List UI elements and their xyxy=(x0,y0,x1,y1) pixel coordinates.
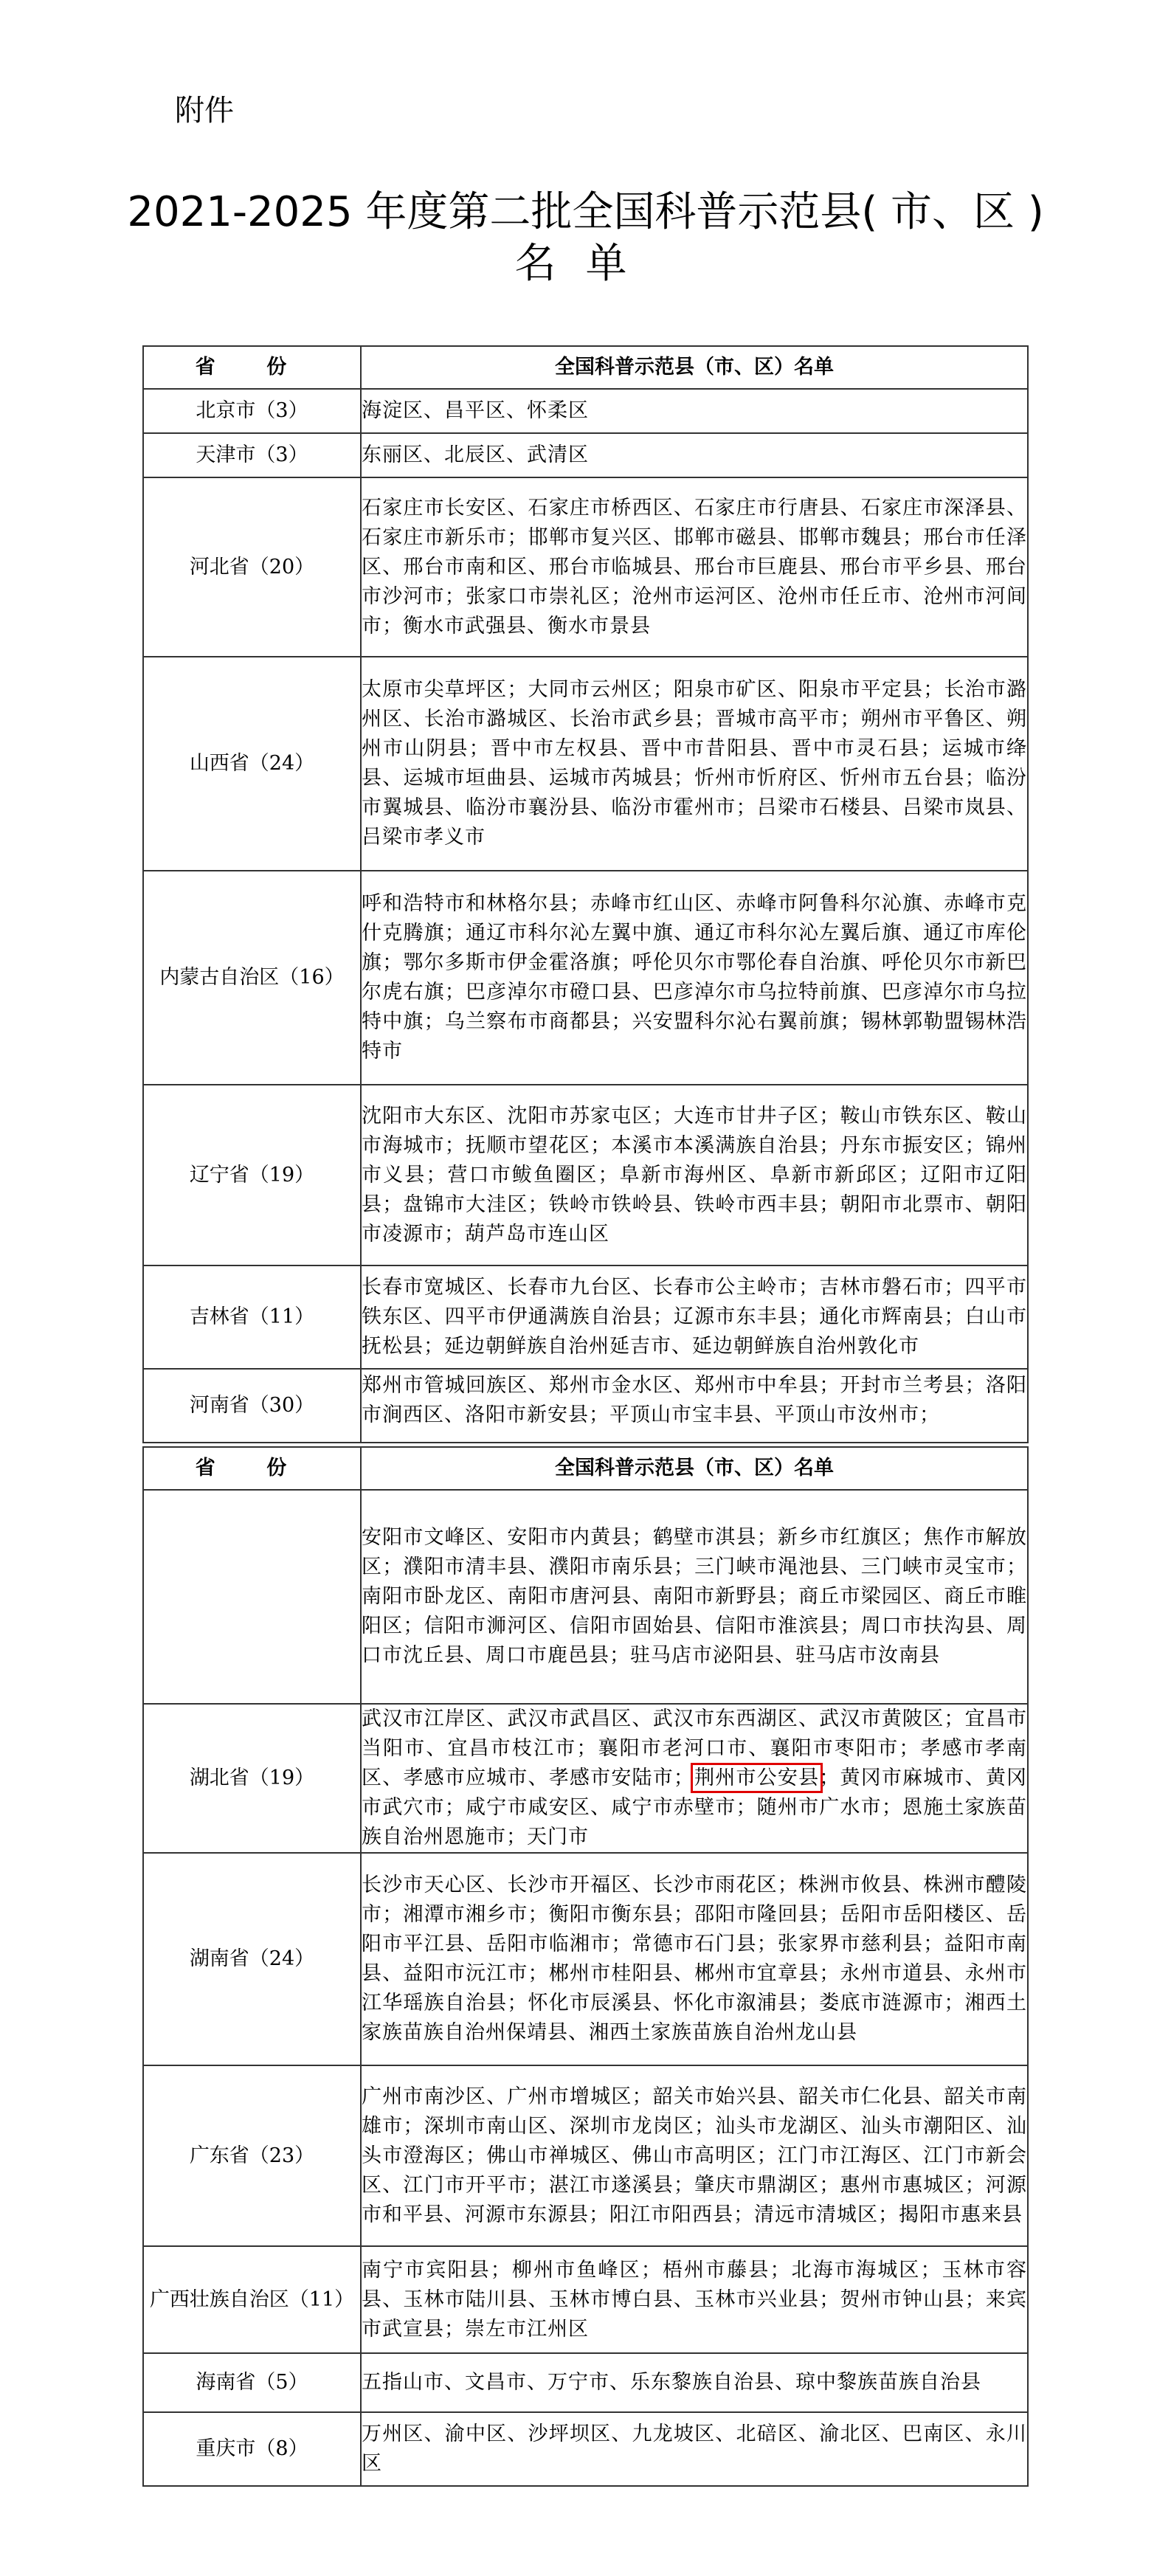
county-list-cell: 海淀区、昌平区、怀柔区 xyxy=(361,389,1028,433)
county-list-text: 郑州市管城回族区、郑州市金水区、郑州市中牟县；开封市兰考县；洛阳市涧西区、洛阳市新安县；平顶山市宝丰县、平顶山市汝州市； xyxy=(362,1374,1027,1426)
county-list-cell xyxy=(361,1704,1028,1853)
header-county-list: 全国科普示范县（市、区）名单 xyxy=(361,1447,1028,1490)
table-row xyxy=(143,477,1028,657)
highlighted-county: 荆州市公安县 xyxy=(694,1767,820,1789)
province-cell: 湖北省（19） xyxy=(143,1704,361,1853)
county-list-cell: 五指山市、文昌市、万宁市、乐东黎族自治县、琼中黎族苗族自治县 xyxy=(361,2353,1028,2412)
table-row xyxy=(143,1490,1028,1704)
table-row xyxy=(143,1704,1028,1853)
province-cell: 河北省（20） xyxy=(143,477,361,657)
document-subtitle: 名单 xyxy=(514,240,657,288)
county-list-cell xyxy=(361,1369,1028,1443)
table-header-row xyxy=(143,346,1028,389)
header-province: 省 份 xyxy=(143,346,361,389)
table-row xyxy=(143,433,1028,477)
county-list-cell: 万州区、渝中区、沙坪坝区、九龙坡区、北碚区、渝北区、巴南区、永川区 xyxy=(361,2412,1028,2486)
table-row xyxy=(143,1853,1028,2065)
county-list-cell: 沈阳市大东区、沈阳市苏家屯区；大连市甘井子区；鞍山市铁东区、鞍山市海城市；抚顺市望花区；本溪市本溪满族自治县；丹东市振安区；锦州市义县；营口市鲅鱼圈区；阜新市海州区、阜新市新邱区；辽阳市辽阳县；盘锦市大洼区；铁岭市铁岭县、铁岭市西丰县；朝阳市北票市、朝阳市凌源市；葫芦岛市连山区 xyxy=(361,1085,1028,1265)
county-list-cell: 安阳市文峰区、安阳市内黄县；鹤壁市淇县；新乡市红旗区；焦作市解放区；濮阳市清丰县、濮阳市南乐县；三门峡市渑池县、三门峡市灵宝市；南阳市卧龙区、南阳市唐河县、南阳市新野县；商丘市梁园区、商丘市睢阳区；信阳市浉河区、信阳市固始县、信阳市淮滨县；周口市扶沟县、周口市沈丘县、周口市鹿邑县；驻马店市泌阳县、驻马店市汝南县 xyxy=(361,1490,1028,1704)
province-cell: 广东省（23） xyxy=(143,2065,361,2246)
document-title: 2021-2025 年度第二批全国科普示范县( 市、区 ) xyxy=(127,188,1044,236)
table-row xyxy=(143,1085,1028,1265)
province-cell: 山西省（24） xyxy=(143,657,361,871)
county-list-table-page2 xyxy=(142,1446,1029,2487)
county-list-cell: 呼和浩特市和林格尔县；赤峰市红山区、赤峰市阿鲁科尔沁旗、赤峰市克什克腾旗；通辽市科尔沁左翼中旗、通辽市科尔沁左翼后旗、通辽市库伦旗；鄂尔多斯市伊金霍洛旗；呼伦贝尔市鄂伦春自治旗、呼伦贝尔市新巴尔虎右旗；巴彦淖尔市磴口县、巴彦淖尔市乌拉特前旗、巴彦淖尔市乌拉特中旗；乌兰察布市商都县；兴安盟科尔沁右翼前旗；锡林郭勒盟锡林浩特市 xyxy=(361,871,1028,1085)
county-list-table-page1 xyxy=(142,345,1029,1443)
table-row xyxy=(143,2412,1028,2486)
province-cell: 辽宁省（19） xyxy=(143,1085,361,1265)
header-province: 省 份 xyxy=(143,1447,361,1490)
table-header-row xyxy=(143,1447,1028,1490)
province-cell: 内蒙古自治区（16） xyxy=(143,871,361,1085)
attachment-label: 附件 xyxy=(175,94,234,128)
province-cell: 吉林省（11） xyxy=(143,1265,361,1369)
county-list-cell: 南宁市宾阳县；柳州市鱼峰区；梧州市藤县；北海市海城区；玉林市容县、玉林市陆川县、玉林市博白县、玉林市兴业县；贺州市钟山县；来宾市武宣县；崇左市江州区 xyxy=(361,2246,1028,2353)
table-row xyxy=(143,2353,1028,2412)
county-list-cell: 长沙市天心区、长沙市开福区、长沙市雨花区；株洲市攸县、株洲市醴陵市；湘潭市湘乡市；衡阳市衡东县；邵阳市隆回县；岳阳市岳阳楼区、岳阳市平江县、岳阳市临湘市；常德市石门县；张家界市慈利县；益阳市南县、益阳市沅江市；郴州市桂阳县、郴州市宜章县；永州市道县、永州市江华瑶族自治县；怀化市辰溪县、怀化市溆浦县；娄底市涟源市；湘西土家族苗族自治州保靖县、湘西土家族苗族自治州龙山县 xyxy=(361,1853,1028,2065)
county-list-cell: 东丽区、北辰区、武清区 xyxy=(361,433,1028,477)
province-cell: 湖南省（24） xyxy=(143,1853,361,2065)
province-cell: 海南省（5） xyxy=(143,2353,361,2412)
county-list-cell: 石家庄市长安区、石家庄市桥西区、石家庄市行唐县、石家庄市深泽县、石家庄市新乐市；邯郸市复兴区、邯郸市磁县、邯郸市魏县；邢台市任泽区、邢台市南和区、邢台市临城县、邢台市巨鹿县、邢台市平乡县、邢台市沙河市；张家口市崇礼区；沧州市运河区、沧州市任丘市、沧州市河间市；衡水市武强县、衡水市景县 xyxy=(361,477,1028,657)
table-row xyxy=(143,871,1028,1085)
table-row xyxy=(143,2065,1028,2246)
county-list-cell: 广州市南沙区、广州市增城区；韶关市始兴县、韶关市仁化县、韶关市南雄市；深圳市南山区、深圳市龙岗区；汕头市龙湖区、汕头市潮阳区、汕头市澄海区；佛山市禅城区、佛山市高明区；江门市江海区、江门市新会区、江门市开平市；湛江市遂溪县；肇庆市鼎湖区；惠州市惠城区；河源市和平县、河源市东源县；阳江市阳西县；清远市清城区；揭阳市惠来县 xyxy=(361,2065,1028,2246)
province-cell: 广西壮族自治区（11） xyxy=(143,2246,361,2353)
table-row xyxy=(143,657,1028,871)
county-list-text: ；黄冈市麻城市、黄冈市武穴市；咸宁市咸安区、咸宁市赤壁市；随州市广水市；恩施土家族苗族自治州恩施市；天门市 xyxy=(362,1767,1028,1848)
province-cell: 天津市（3） xyxy=(143,433,361,477)
table-row xyxy=(143,2246,1028,2353)
province-cell: 重庆市（8） xyxy=(143,2412,361,2486)
table-row xyxy=(143,1265,1028,1369)
county-list-cell: 太原市尖草坪区；大同市云州区；阳泉市矿区、阳泉市平定县；长治市潞州区、长治市潞城区、长治市武乡县；晋城市高平市；朔州市平鲁区、朔州市山阴县；晋中市左权县、晋中市昔阳县、晋中市灵石县；运城市绛县、运城市垣曲县、运城市芮城县；忻州市忻府区、忻州市五台县；临汾市翼城县、临汾市襄汾县、临汾市霍州市；吕梁市石楼县、吕梁市岚县、吕梁市孝义市 xyxy=(361,657,1028,871)
province-cell xyxy=(143,1490,361,1704)
table-row xyxy=(143,389,1028,433)
table-row xyxy=(143,1369,1028,1443)
county-list-text: 武汉市江岸区、武汉市武昌区、武汉市东西湖区、武汉市黄陂区；宜昌市当阳市、宜昌市枝江市；襄阳市老河口市、襄阳市枣阳市；孝感市孝南区、孝感市应城市、孝感市安陆市； xyxy=(362,1707,1027,1789)
province-cell: 北京市（3） xyxy=(143,389,361,433)
province-cell: 河南省（30） xyxy=(143,1369,361,1443)
header-county-list: 全国科普示范县（市、区）名单 xyxy=(361,346,1028,389)
county-list-cell: 长春市宽城区、长春市九台区、长春市公主岭市；吉林市磐石市；四平市铁东区、四平市伊通满族自治县；辽源市东丰县；通化市辉南县；白山市抚松县；延边朝鲜族自治州延吉市、延边朝鲜族自治州敦化市 xyxy=(361,1265,1028,1369)
